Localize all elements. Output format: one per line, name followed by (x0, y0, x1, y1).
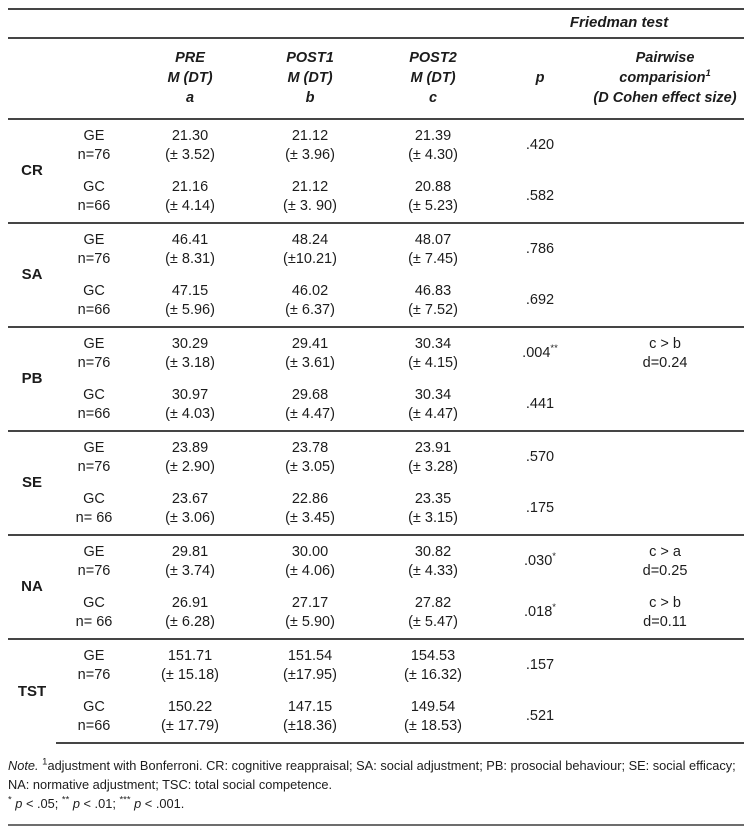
effect-size: d=0.24 (642, 354, 688, 371)
post1-cell (248, 587, 372, 639)
pairwise-cell (586, 691, 744, 743)
group-label: GC (83, 386, 105, 403)
post2-cell (372, 327, 494, 379)
p-value (494, 379, 586, 431)
sd-value: (± 3. 90) (283, 197, 337, 214)
post2-cell (372, 691, 494, 743)
sd-value: (± 3.74) (165, 562, 215, 579)
mean-value: 46.02 (291, 282, 329, 299)
post1-cell (248, 119, 372, 171)
post1-cell (248, 171, 372, 223)
n-label: n=76 (77, 562, 111, 579)
column-header-row (8, 38, 744, 119)
sig-text: < .01; (79, 796, 120, 812)
group-cell (56, 639, 132, 691)
group-cell (56, 535, 132, 587)
group-cell (56, 327, 132, 379)
mean-value: 27.82 (414, 594, 452, 611)
table-row (8, 691, 744, 743)
p-value (494, 587, 586, 639)
n-label: n=76 (77, 666, 111, 683)
group-cell (56, 379, 132, 431)
header-spacer (8, 9, 494, 38)
p-symbol: p (72, 796, 80, 812)
p-symbol: p (134, 796, 142, 812)
pre-cell (132, 431, 248, 483)
measure-label: NA (8, 535, 56, 639)
measure-label: PB (8, 327, 56, 431)
p-value (494, 119, 586, 171)
p-value (494, 639, 586, 691)
post1-cell (248, 223, 372, 275)
mean-value: 151.54 (287, 647, 333, 664)
mean-value: 30.34 (414, 335, 452, 352)
col-header-pre (132, 38, 248, 119)
post2-cell (372, 639, 494, 691)
n-label: n=76 (77, 354, 111, 371)
mean-value: 21.12 (291, 178, 329, 195)
mean-value: 23.35 (414, 490, 452, 507)
col-header-line (586, 68, 744, 88)
sd-value: (±10.21) (283, 250, 337, 267)
table-row (8, 119, 744, 171)
pre-cell (132, 587, 248, 639)
pairwise-cell (586, 483, 744, 535)
pairwise-cell (586, 639, 744, 691)
group-label: GE (83, 439, 105, 456)
header-spacer (8, 38, 132, 119)
pre-cell (132, 483, 248, 535)
p-value (494, 171, 586, 223)
sd-value: (± 18.53) (404, 717, 462, 734)
post1-cell (248, 327, 372, 379)
superscript: *** (119, 795, 131, 807)
group-label: GE (83, 127, 105, 144)
p-number: .175 (525, 500, 555, 517)
group-label: GC (83, 178, 105, 195)
sd-value: (± 3.06) (165, 509, 215, 526)
mean-value: 21.30 (171, 127, 209, 144)
col-header-line: (D Cohen effect size) (593, 90, 737, 106)
n-label: n=66 (77, 197, 111, 214)
p-number: .018 (524, 604, 553, 621)
col-header-post1 (248, 38, 372, 119)
group-cell (56, 275, 132, 327)
post2-cell (372, 275, 494, 327)
sd-value: (± 3.15) (408, 509, 458, 526)
post2-cell (372, 587, 494, 639)
mean-value: 21.39 (414, 127, 452, 144)
group-cell (56, 171, 132, 223)
group-label: GE (83, 543, 105, 560)
sd-value: (± 4.33) (408, 562, 458, 579)
superscript: ** (61, 795, 70, 807)
sd-value: (± 7.52) (408, 301, 458, 318)
p-number: .521 (525, 708, 555, 725)
table-row (8, 535, 744, 587)
measure-label: TST (8, 639, 56, 743)
p-value (494, 431, 586, 483)
p-value (494, 327, 586, 379)
sd-value: (± 3.18) (165, 354, 215, 371)
col-header-line: a (185, 90, 195, 106)
group-cell (56, 691, 132, 743)
post2-cell (372, 171, 494, 223)
col-header-line: M (DT) (167, 70, 213, 86)
sd-value: (± 4.14) (165, 197, 215, 214)
p-symbol: p (15, 796, 23, 812)
mean-value: 30.00 (291, 543, 329, 560)
mean-value: 46.41 (171, 231, 209, 248)
col-header-line: Pairwise (635, 50, 695, 66)
p-number: .692 (525, 292, 555, 309)
col-header-line: POST1 (286, 50, 334, 66)
mean-value: 30.97 (171, 386, 209, 403)
note-text: adjustment with Bonferroni. CR: cognitive reappraisal; SA: social adjustment; PB: prosocial behaviour; SE: social efficacy; NA: normative adjustment; TSC: total social competence. (8, 758, 736, 793)
mean-value: 30.29 (171, 335, 209, 352)
table-row (8, 171, 744, 223)
mean-value: 29.68 (291, 386, 329, 403)
measure-label: CR (8, 119, 56, 223)
col-header-text: comparision (619, 70, 706, 86)
table-row (8, 587, 744, 639)
mean-value: 21.16 (171, 178, 209, 195)
sig-text: < .05; (22, 796, 62, 812)
sd-value: (± 2.90) (165, 458, 215, 475)
col-header-line: b (305, 90, 315, 106)
pairwise-cell (586, 171, 744, 223)
col-header-line: M (DT) (410, 70, 456, 86)
mean-value: 21.12 (291, 127, 329, 144)
n-label: n=66 (77, 717, 111, 734)
mean-value: 23.91 (414, 439, 452, 456)
pairwise-comparison: c > a (649, 543, 681, 560)
superscript: 1 (42, 756, 48, 768)
pairwise-cell (586, 431, 744, 483)
col-header-p: p (494, 38, 586, 119)
table-body (8, 119, 744, 743)
pre-cell (132, 639, 248, 691)
post2-cell (372, 223, 494, 275)
mean-value: 151.71 (167, 647, 213, 664)
p-value (494, 223, 586, 275)
sd-value: (± 4.15) (408, 354, 458, 371)
pre-cell (132, 171, 248, 223)
p-value (494, 483, 586, 535)
p-number: .441 (525, 396, 555, 413)
sd-value: (± 4.30) (408, 146, 458, 163)
p-number: .420 (525, 137, 555, 154)
pairwise-cell (586, 379, 744, 431)
col-header-pairwise (586, 38, 744, 119)
group-cell (56, 223, 132, 275)
post2-cell (372, 535, 494, 587)
mean-value: 23.89 (171, 439, 209, 456)
significance-stars: ** (550, 343, 558, 355)
group-label: GC (83, 698, 105, 715)
sd-value: (± 4.03) (165, 405, 215, 422)
sd-value: (± 3.96) (285, 146, 335, 163)
sd-value: (± 15.18) (161, 666, 219, 683)
sd-value: (± 3.05) (285, 458, 335, 475)
mean-value: 23.78 (291, 439, 329, 456)
n-label: n=76 (77, 146, 111, 163)
sd-value: (±18.36) (283, 717, 337, 734)
post1-cell (248, 275, 372, 327)
n-label: n=76 (77, 250, 111, 267)
group-label: GE (83, 231, 105, 248)
mean-value: 26.91 (171, 594, 209, 611)
p-number: .030 (524, 553, 553, 570)
group-label: GC (83, 594, 105, 611)
sd-value: (± 5.23) (408, 197, 458, 214)
superscript: 1 (705, 68, 711, 80)
p-value (494, 275, 586, 327)
sd-value: (± 8.31) (165, 250, 215, 267)
sd-value: (± 4.47) (285, 405, 335, 422)
mean-value: 23.67 (171, 490, 209, 507)
mean-value: 30.82 (414, 543, 452, 560)
n-label: n= 66 (75, 509, 113, 526)
sd-value: (±17.95) (283, 666, 337, 683)
n-label: n=66 (77, 405, 111, 422)
col-header-line: PRE (175, 50, 205, 66)
sd-value: (± 4.47) (408, 405, 458, 422)
group-cell (56, 119, 132, 171)
post2-cell (372, 483, 494, 535)
post1-cell (248, 691, 372, 743)
pre-cell (132, 119, 248, 171)
pairwise-cell (586, 535, 744, 587)
pairwise-cell (586, 275, 744, 327)
col-header-line: c (428, 90, 438, 106)
mean-value: 154.53 (410, 647, 456, 664)
p-number: .004 (522, 345, 551, 362)
sd-value: (± 6.28) (165, 613, 215, 630)
sd-value: (± 7.45) (408, 250, 458, 267)
table-header (8, 9, 744, 119)
pairwise-comparison: c > b (649, 594, 681, 611)
results-table (8, 8, 744, 744)
pairwise-comparison: c > b (649, 335, 681, 352)
sd-value: (± 3.28) (408, 458, 458, 475)
post2-cell (372, 431, 494, 483)
p-value (494, 691, 586, 743)
sd-value: (± 16.32) (404, 666, 462, 683)
superscript: * (8, 795, 12, 807)
mean-value: 149.54 (410, 698, 456, 715)
n-label: n=66 (77, 301, 111, 318)
mean-value: 27.17 (291, 594, 329, 611)
post1-cell (248, 483, 372, 535)
post2-cell (372, 379, 494, 431)
pairwise-cell (586, 119, 744, 171)
pre-cell (132, 327, 248, 379)
p-number: .786 (525, 241, 555, 258)
mean-value: 29.41 (291, 335, 329, 352)
pre-cell (132, 691, 248, 743)
measure-label: SA (8, 223, 56, 327)
mean-value: 30.34 (414, 386, 452, 403)
sd-value: (± 5.90) (285, 613, 335, 630)
post1-cell (248, 639, 372, 691)
note-label: Note. (8, 758, 39, 773)
mean-value: 29.81 (171, 543, 209, 560)
p-number: .582 (525, 188, 555, 205)
mean-value: 22.86 (291, 490, 329, 507)
mean-value: 47.15 (171, 282, 209, 299)
sig-text: < .001. (141, 796, 185, 812)
pre-cell (132, 223, 248, 275)
mean-value: 46.83 (414, 282, 452, 299)
col-header-line: POST2 (409, 50, 457, 66)
mean-value: 48.24 (291, 231, 329, 248)
post1-cell (248, 431, 372, 483)
p-number: .570 (525, 449, 555, 466)
effect-size: d=0.25 (642, 562, 688, 579)
col-header-line: M (DT) (287, 70, 333, 86)
col-header-post2 (372, 38, 494, 119)
table-row (8, 639, 744, 691)
sd-value: (± 6.37) (285, 301, 335, 318)
significance-stars: * (552, 602, 556, 614)
table-row (8, 431, 744, 483)
note-line (8, 756, 744, 794)
post1-cell (248, 535, 372, 587)
group-cell (56, 587, 132, 639)
table-row (8, 483, 744, 535)
pairwise-cell (586, 587, 744, 639)
table-notes (8, 756, 744, 814)
group-cell (56, 483, 132, 535)
pre-cell (132, 535, 248, 587)
group-label: GC (83, 490, 105, 507)
pre-cell (132, 275, 248, 327)
friedman-test-label: Friedman test (494, 9, 744, 38)
pairwise-cell (586, 223, 744, 275)
pre-cell (132, 379, 248, 431)
n-label: n=76 (77, 458, 111, 475)
sd-value: (± 4.06) (285, 562, 335, 579)
sd-value: (± 5.47) (408, 613, 458, 630)
table-row (8, 327, 744, 379)
group-label: GE (83, 335, 105, 352)
post2-cell (372, 119, 494, 171)
table-row (8, 223, 744, 275)
n-label: n= 66 (75, 613, 113, 630)
sd-value: (± 3.45) (285, 509, 335, 526)
group-cell (56, 431, 132, 483)
table-row (8, 275, 744, 327)
sd-value: (± 3.52) (165, 146, 215, 163)
sd-value: (± 17.79) (161, 717, 219, 734)
friedman-header-row (8, 9, 744, 38)
significance-stars: * (552, 551, 556, 563)
p-number: .157 (525, 657, 555, 674)
significance-note (8, 794, 744, 813)
mean-value: 48.07 (414, 231, 452, 248)
sd-value: (± 3.61) (285, 354, 335, 371)
p-value (494, 535, 586, 587)
mean-value: 20.88 (414, 178, 452, 195)
table-row (8, 379, 744, 431)
post1-cell (248, 379, 372, 431)
measure-label: SE (8, 431, 56, 535)
sd-value: (± 5.96) (165, 301, 215, 318)
group-label: GE (83, 647, 105, 664)
mean-value: 150.22 (167, 698, 213, 715)
pairwise-cell (586, 327, 744, 379)
effect-size: d=0.11 (643, 613, 687, 630)
mean-value: 147.15 (287, 698, 333, 715)
page-bottom-rule (8, 824, 744, 826)
group-label: GC (83, 282, 105, 299)
